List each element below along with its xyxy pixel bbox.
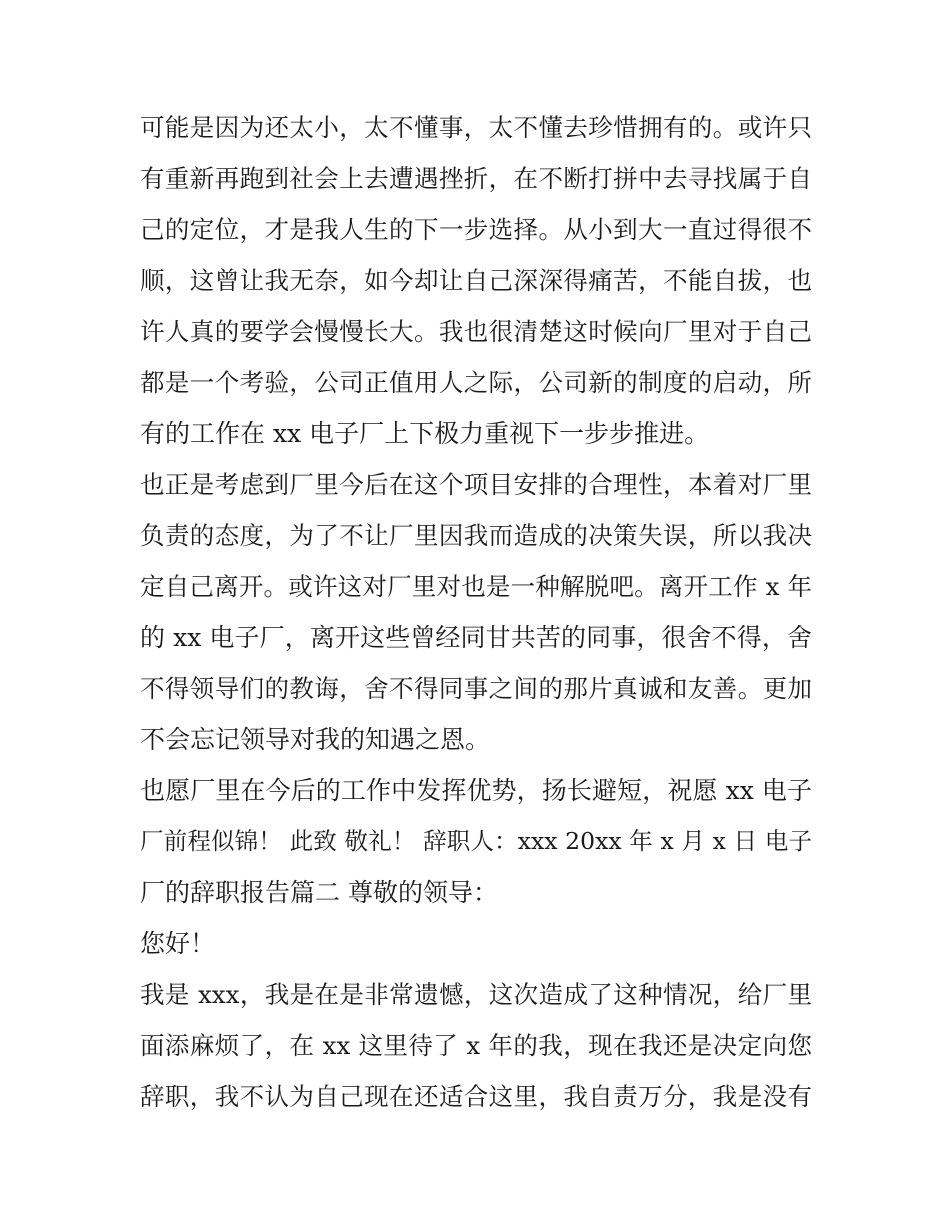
text-line: 己的定位，才是我人生的下一步选择。从小到大一直过得很不 — [140, 215, 812, 244]
text-line: 许人真的要学会慢慢长大。我也很清楚这时候向厂里对于自己 — [140, 317, 812, 346]
text-line: 有重新再跑到社会上去遭遇挫折，在不断打拼中去寻找属于自 — [140, 164, 812, 193]
text-line: 不会忘记领导对我的知遇之恩。 — [140, 725, 491, 754]
text-line: 厂的辞职报告篇二 尊敬的领导： — [140, 878, 498, 907]
text-line: 也愿厂里在今后的工作中发挥优势，扬长避短，祝愿 xx 电子 — [140, 776, 812, 805]
text-line: 有的工作在 xx 电子厂上下极力重视下一步步推进。 — [140, 419, 710, 448]
text-line: 定自己离开。或许这对厂里对也是一种解脱吧。离开工作 x 年 — [140, 572, 812, 601]
document-body — [140, 102, 812, 1122]
text-line: 不得领导们的教诲，舍不得同事之间的那片真诚和友善。更加 — [140, 674, 812, 703]
text-line: 您好！ — [140, 929, 216, 958]
text-line: 辞职，我不认为自己现在还适合这里，我自责万分，我是没有 — [140, 1082, 812, 1111]
text-line: 厂前程似锦！ 此致 敬礼！ 辞职人：xxx 20xx 年 x 月 x 日 电子 — [140, 827, 812, 855]
text-line: 可能是因为还太小，太不懂事，太不懂去珍惜拥有的。或许只 — [140, 113, 812, 142]
text-line: 负责的态度，为了不让厂里因我而造成的决策失误，所以我决 — [140, 521, 812, 550]
text-line: 都是一个考验，公司正值用人之际，公司新的制度的启动，所 — [140, 368, 812, 397]
text-line: 我是 xxx，我是在是非常遗憾，这次造成了这种情况，给厂里 — [140, 980, 812, 1009]
text-line: 的 xx 电子厂，离开这些曾经同甘共苦的同事，很舍不得，舍 — [140, 623, 812, 652]
text-line: 面添麻烦了，在 xx 这里待了 x 年的我，现在我还是决定向您 — [140, 1031, 812, 1060]
text-line: 也正是考虑到厂里今后在这个项目安排的合理性，本着对厂里 — [140, 470, 812, 499]
text-line: 顺，这曾让我无奈，如今却让自己深深得痛苦，不能自拔，也 — [140, 266, 812, 295]
